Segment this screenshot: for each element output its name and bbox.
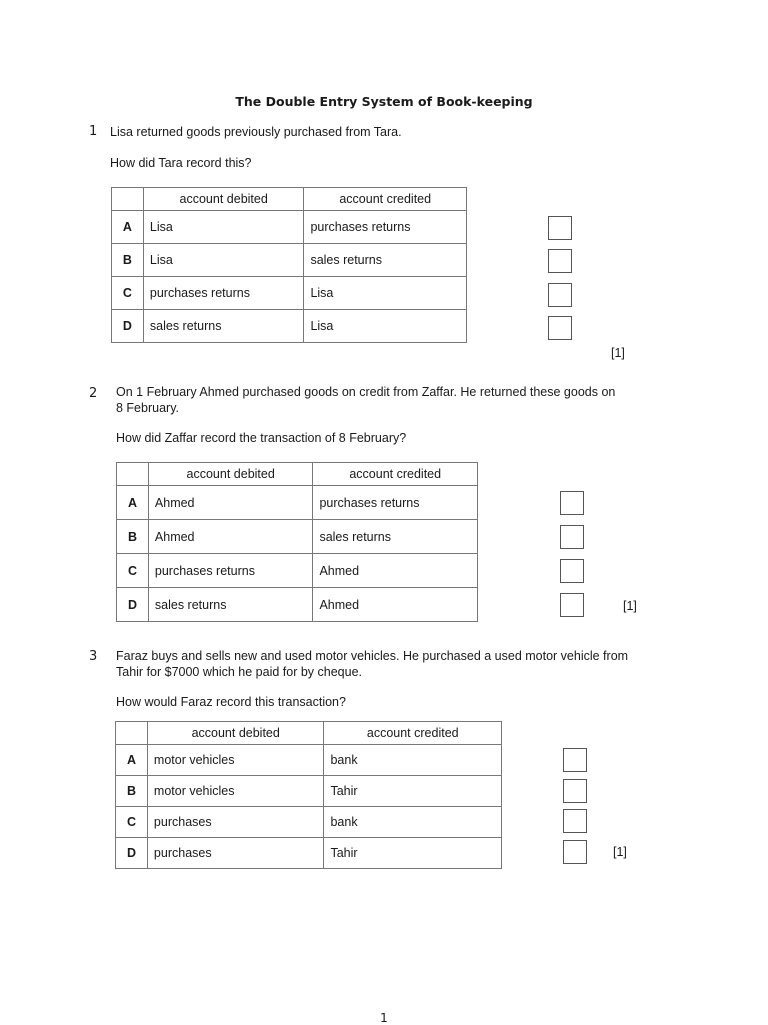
question-3-answer-box-c[interactable]: [563, 809, 587, 833]
account-debited-cell: Lisa: [143, 244, 304, 277]
table-row: [117, 520, 478, 554]
account-debited-cell: motor vehicles: [147, 776, 324, 807]
question-1-stem-line-1: Lisa returned goods previously purchased from Tara.: [110, 125, 402, 139]
question-3-answer-box-a[interactable]: [563, 748, 587, 772]
account-credited-cell: purchases returns: [313, 486, 478, 520]
table-row: [112, 277, 467, 310]
account-credited-cell: bank: [324, 745, 502, 776]
header-blank: [117, 463, 149, 486]
account-debited-cell: sales returns: [143, 310, 304, 343]
option-letter: D: [112, 310, 144, 343]
table-row: [112, 310, 467, 343]
question-2-stem: [116, 384, 615, 416]
table-row: [112, 244, 467, 277]
option-letter: B: [117, 520, 149, 554]
question-1-stem: [110, 124, 402, 140]
header-account-debited: account debited: [148, 463, 313, 486]
question-2-stem-line-2: 8 February.: [116, 401, 179, 415]
question-1-answer-box-b[interactable]: [548, 249, 572, 273]
question-2-options-table: [116, 462, 478, 622]
question-2-number: 2: [89, 386, 98, 401]
header-account-credited: account credited: [304, 188, 467, 211]
table-header-row: [112, 188, 467, 211]
question-2-answer-box-a[interactable]: [560, 491, 584, 515]
option-letter: A: [116, 745, 148, 776]
account-credited-cell: Ahmed: [313, 588, 478, 622]
question-3-answer-box-b[interactable]: [563, 779, 587, 803]
question-3-stem-line-1: Faraz buys and sells new and used motor vehicles. He purchased a used motor vehicle from: [116, 649, 629, 663]
header-blank: [112, 188, 144, 211]
question-1-options-table: [111, 187, 467, 343]
question-3-number: 3: [89, 649, 98, 664]
table-header-row: [116, 722, 502, 745]
question-1-answer-box-c[interactable]: [548, 283, 572, 307]
account-credited-cell: Lisa: [304, 310, 467, 343]
header-blank: [116, 722, 148, 745]
table-row: [117, 554, 478, 588]
option-letter: C: [112, 277, 144, 310]
page-number: 1: [380, 1011, 388, 1025]
question-3-prompt: How would Faraz record this transaction?: [116, 695, 346, 709]
table-row: [116, 807, 502, 838]
option-letter: A: [112, 211, 144, 244]
account-credited-cell: sales returns: [313, 520, 478, 554]
question-3-stem-line-2: Tahir for $7000 which he paid for by cheque.: [116, 665, 362, 679]
table-row: [116, 776, 502, 807]
account-debited-cell: purchases returns: [148, 554, 313, 588]
question-2-marks: [1]: [623, 599, 637, 613]
header-account-debited: account debited: [143, 188, 304, 211]
question-1-answer-box-d[interactable]: [548, 316, 572, 340]
option-letter: C: [117, 554, 149, 588]
account-credited-cell: bank: [324, 807, 502, 838]
account-debited-cell: Ahmed: [148, 486, 313, 520]
table-row: [116, 838, 502, 869]
table-row: [117, 486, 478, 520]
table-row: [116, 745, 502, 776]
question-2-stem-line-1: On 1 February Ahmed purchased goods on credit from Zaffar. He returned these goods on: [116, 385, 616, 399]
account-credited-cell: Ahmed: [313, 554, 478, 588]
account-debited-cell: purchases: [147, 838, 324, 869]
account-debited-cell: Lisa: [143, 211, 304, 244]
question-3-answer-box-d[interactable]: [563, 840, 587, 864]
table-header-row: [117, 463, 478, 486]
account-debited-cell: motor vehicles: [147, 745, 324, 776]
table-row: [112, 211, 467, 244]
question-1-answer-box-a[interactable]: [548, 216, 572, 240]
table-row: [117, 588, 478, 622]
page-title: The Double Entry System of Book-keeping: [235, 94, 533, 109]
question-2-prompt: How did Zaffar record the transaction of 8 February?: [116, 431, 407, 445]
option-letter: B: [112, 244, 144, 277]
question-1-prompt: How did Tara record this?: [110, 156, 252, 170]
question-2-answer-box-d[interactable]: [560, 593, 584, 617]
option-letter: D: [117, 588, 149, 622]
account-credited-cell: Tahir: [324, 776, 502, 807]
option-letter: C: [116, 807, 148, 838]
question-1-marks: [1]: [611, 346, 625, 360]
question-2-answer-box-b[interactable]: [560, 525, 584, 549]
account-credited-cell: sales returns: [304, 244, 467, 277]
option-letter: A: [117, 486, 149, 520]
question-3-stem: [116, 648, 628, 680]
account-debited-cell: purchases: [147, 807, 324, 838]
option-letter: B: [116, 776, 148, 807]
question-3-options-table: [115, 721, 502, 869]
account-debited-cell: Ahmed: [148, 520, 313, 554]
header-account-credited: account credited: [324, 722, 502, 745]
question-2-answer-box-c[interactable]: [560, 559, 584, 583]
question-3-marks: [1]: [613, 845, 627, 859]
account-credited-cell: Tahir: [324, 838, 502, 869]
header-account-debited: account debited: [147, 722, 324, 745]
account-credited-cell: purchases returns: [304, 211, 467, 244]
account-credited-cell: Lisa: [304, 277, 467, 310]
account-debited-cell: sales returns: [148, 588, 313, 622]
account-debited-cell: purchases returns: [143, 277, 304, 310]
header-account-credited: account credited: [313, 463, 478, 486]
question-1-number: 1: [89, 124, 98, 139]
option-letter: D: [116, 838, 148, 869]
